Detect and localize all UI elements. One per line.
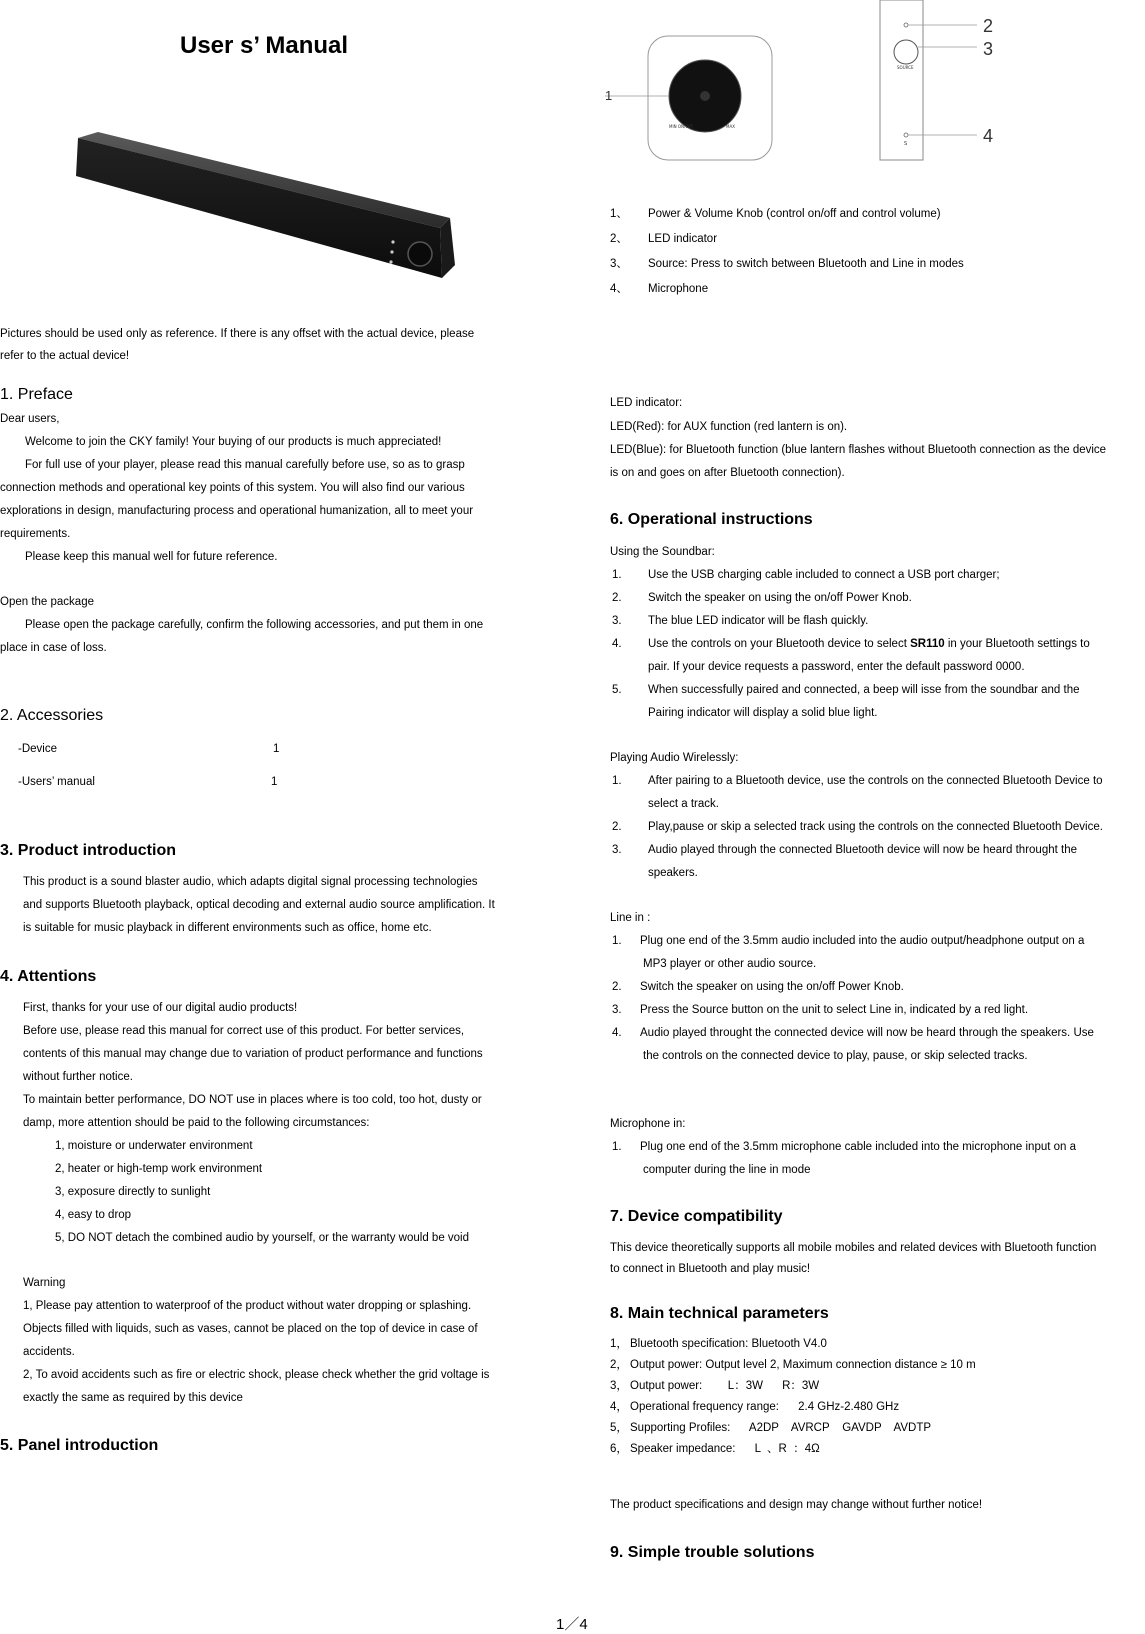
step-text-pre: Use the controls on your Bluetooth device to select [648,638,911,650]
param-text: Output power: Output level 2, Maximum connection distance ≥ 10 m [630,1359,976,1371]
compat-line-2: to connect in Bluetooth and play music! [610,1263,811,1275]
mic-label: S [904,141,908,147]
source-label: SOURCE [897,65,914,70]
legend-text: Microphone [648,283,709,295]
step-text: When successfully paired and connected, a beep will isse from the soundbar and the [648,684,1080,696]
accessory-item-qty: 1 [271,776,278,788]
step-text: After pairing to a Bluetooth device, use the controls on the connected Bluetooth Device to [648,775,1103,787]
param-text: Bluetooth specification: Bluetooth V4.0 [630,1338,827,1350]
step-num: 1. [612,935,622,947]
step-num: 3. [612,615,622,627]
warning-line-5: exactly the same as required by this device [23,1392,243,1404]
trouble-heading: 9. Simple trouble solutions [610,1544,815,1561]
legend-num: 2、 [610,233,628,245]
legend-num: 1、 [610,208,628,220]
step-text: pair. If your device requests a password, enter the default password 0000. [648,661,1025,673]
attentions-line-5: To maintain better performance, DO NOT use in places where is too cold, too hot, dusty or [23,1094,482,1106]
step-text: Switch the speaker on using the on/off Power Knob. [648,592,912,604]
panel-intro-heading: 5. Panel introduction [0,1437,159,1454]
attentions-heading: 4. Attentions [0,968,97,985]
step-text: select a track. [648,798,719,810]
wireless-heading: Playing Audio Wirelessly: [610,752,739,764]
mic-heading: Microphone in: [610,1118,686,1130]
led-blue-line-1: LED(Blue): for Bluetooth function (blue lantern flashes without Bluetooth connection as the device [610,444,1107,456]
step-text: Press the Source button on the unit to select Line in, indicated by a red light. [640,1004,1029,1016]
accessory-item-name: -Device [18,743,57,755]
soundbar-photo [70,130,460,290]
step-text: Switch the speaker on using the on/off Power Knob. [640,981,904,993]
attentions-line-3: contents of this manual may change due to variation of product performance and functions [23,1048,483,1060]
step-num: 5. [612,684,622,696]
circumstance-item: 4, easy to drop [55,1209,132,1221]
legend-text: LED indicator [648,233,718,245]
page-title: User s’ Manual [180,32,349,59]
warning-line-4: 2, To avoid accidents such as fire or electric shock, please check whether the grid voltage is [23,1369,490,1381]
product-intro-heading: 3. Product introduction [0,842,176,859]
param-num: 1， [610,1338,628,1350]
preface-full-use-3: explorations in design, manufacturing process and operational humanization, all to meet your [0,505,474,517]
legend-text: Source: Press to switch between Bluetooth and Line in modes [648,258,964,270]
device-name-bold: SR110 [910,638,945,650]
compat-line-1: This device theoretically supports all mobile mobiles and related devices with Bluetooth function [610,1242,1097,1254]
open-package-heading: Open the package [0,596,94,608]
step-num: 3. [612,1004,622,1016]
circumstance-item: 3, exposure directly to sunlight [55,1186,211,1198]
legend-text: Power & Volume Knob (control on/off and control volume) [648,208,941,220]
step-text: Use the USB charging cable included to connect a USB port charger; [648,569,1000,581]
photo-note-line-2: refer to the actual device! [0,350,130,362]
open-package-line-1: Please open the package carefully, confirm the following accessories, and put them in one [25,619,484,631]
diagram-label-2: 2 [983,16,994,36]
panel-diagram [605,0,1005,170]
params-heading: 8. Main technical parameters [610,1305,829,1322]
step-text: Plug one end of the 3.5mm audio included into the audio output/headphone output on a [640,935,1085,947]
step-num: 2. [612,821,622,833]
warning-heading: Warning [23,1277,66,1289]
step-text-post: in your Bluetooth settings to [944,638,1090,650]
preface-full-use-2: connection methods and operational key points of this system. You will also find our various [0,482,465,494]
product-intro-line-1: This product is a sound blaster audio, which adapts digital signal processing technologies [23,876,478,888]
circumstance-item: 2, heater or high-temp work environment [55,1163,263,1175]
step-text: MP3 player or other audio source. [643,958,817,970]
step-text: Play,pause or skip a selected track using the controls on the connected Bluetooth Device. [648,821,1103,833]
preface-keep: Please keep this manual well for future reference. [25,551,278,563]
step-num: 2. [612,981,622,993]
diagram-label-4: 4 [983,126,994,146]
warning-line-1: 1, Please pay attention to waterproof of the product without water dropping or splashing. [23,1300,472,1312]
circumstance-item: 1, moisture or underwater environment [55,1140,253,1152]
preface-full-use-1: For full use of your player, please read this manual carefully before use, so as to grasp [25,459,465,471]
warning-line-3: accidents. [23,1346,75,1358]
product-intro-line-3: is suitable for music playback in different environments such as office, home etc. [23,922,432,934]
step-num: 1. [612,775,622,787]
knob-max-label: MAX [726,124,735,129]
step-text: the controls on the connected device to play, pause, or skip selected tracks. [643,1050,1028,1062]
preface-heading: 1. Preface [0,386,73,403]
photo-note-line-1: Pictures should be used only as reference. If there is any offset with the actual device, please [0,328,475,340]
open-package-line-2: place in case of loss. [0,642,107,654]
diagram-label-1: 1 [605,88,613,103]
circumstance-item: 5, DO NOT detach the combined audio by yourself, or the warranty would be void [55,1232,470,1244]
legend-num: 3、 [610,258,628,270]
step-num: 4. [612,638,622,650]
preface-greeting: Dear users, [0,413,60,425]
preface-welcome: Welcome to join the CKY family! Your buying of our products is much appreciated! [25,436,442,448]
params-notice: The product specifications and design may change without further notice! [610,1499,983,1511]
accessory-item-qty: 1 [273,743,280,755]
step-text: Audio played through the connected Bluetooth device will now be heard throught the [648,844,1077,856]
step-text-rich [648,637,1090,651]
knob-min-label: MIN ON/OFF [669,124,694,129]
step-num: 1. [612,569,622,581]
step-text: The blue LED indicator will be flash quickly. [648,615,869,627]
step-text: Plug one end of the 3.5mm microphone cable included into the microphone input on a [640,1141,1077,1153]
compat-heading: 7. Device compatibility [610,1208,783,1225]
step-num: 1. [612,1141,622,1153]
led-red-line: LED(Red): for AUX function (red lantern is on). [610,421,848,433]
param-num: 6， [610,1443,628,1455]
param-text: Speaker impedance: L 、R ：4Ω [630,1443,820,1455]
param-text: Supporting Profiles: A2DP AVRCP GAVDP AVDTP [630,1422,932,1434]
param-num: 2， [610,1359,628,1371]
step-text: Pairing indicator will display a solid blue light. [648,707,878,719]
accessories-heading: 2. Accessories [0,707,104,724]
step-num: 3. [612,844,622,856]
param-num: 4， [610,1401,628,1413]
led-blue-line-2: is on and goes on after Bluetooth connection). [610,467,845,479]
param-num: 3， [610,1380,628,1392]
attentions-line-6: damp, more attention should be paid to the following circumstances: [23,1117,370,1129]
attentions-line-4: without further notice. [23,1071,133,1083]
param-num: 5， [610,1422,628,1434]
linein-heading: Line in : [610,912,651,924]
step-text: speakers. [648,867,698,879]
attentions-line-1: First, thanks for your use of our digital audio products! [23,1002,298,1014]
accessory-item-name: -Users’ manual [18,776,95,788]
using-heading: Using the Soundbar: [610,546,715,558]
param-text: Output power: L：3W R：3W [630,1380,820,1392]
page-number: 1／4 [556,1616,588,1633]
step-num: 2. [612,592,622,604]
param-text: Operational frequency range: 2.4 GHz-2.480 GHz [630,1401,900,1413]
operational-heading: 6. Operational instructions [610,511,813,528]
product-intro-line-2: and supports Bluetooth playback, optical decoding and external audio source amplification. It [23,899,495,911]
led-heading: LED indicator: [610,397,683,409]
legend-num: 4、 [610,283,628,295]
diagram-label-3: 3 [983,39,994,59]
step-num: 4. [612,1027,622,1039]
step-text: Audio played throught the connected device will now be heard through the speakers. Use [640,1027,1094,1039]
attentions-line-2: Before use, please read this manual for correct use of this product. For better services, [23,1025,465,1037]
preface-full-use-4: requirements. [0,528,71,540]
warning-line-2: Objects filled with liquids, such as vases, cannot be placed on the top of device in case of [23,1323,478,1335]
step-text: computer during the line in mode [643,1164,811,1176]
